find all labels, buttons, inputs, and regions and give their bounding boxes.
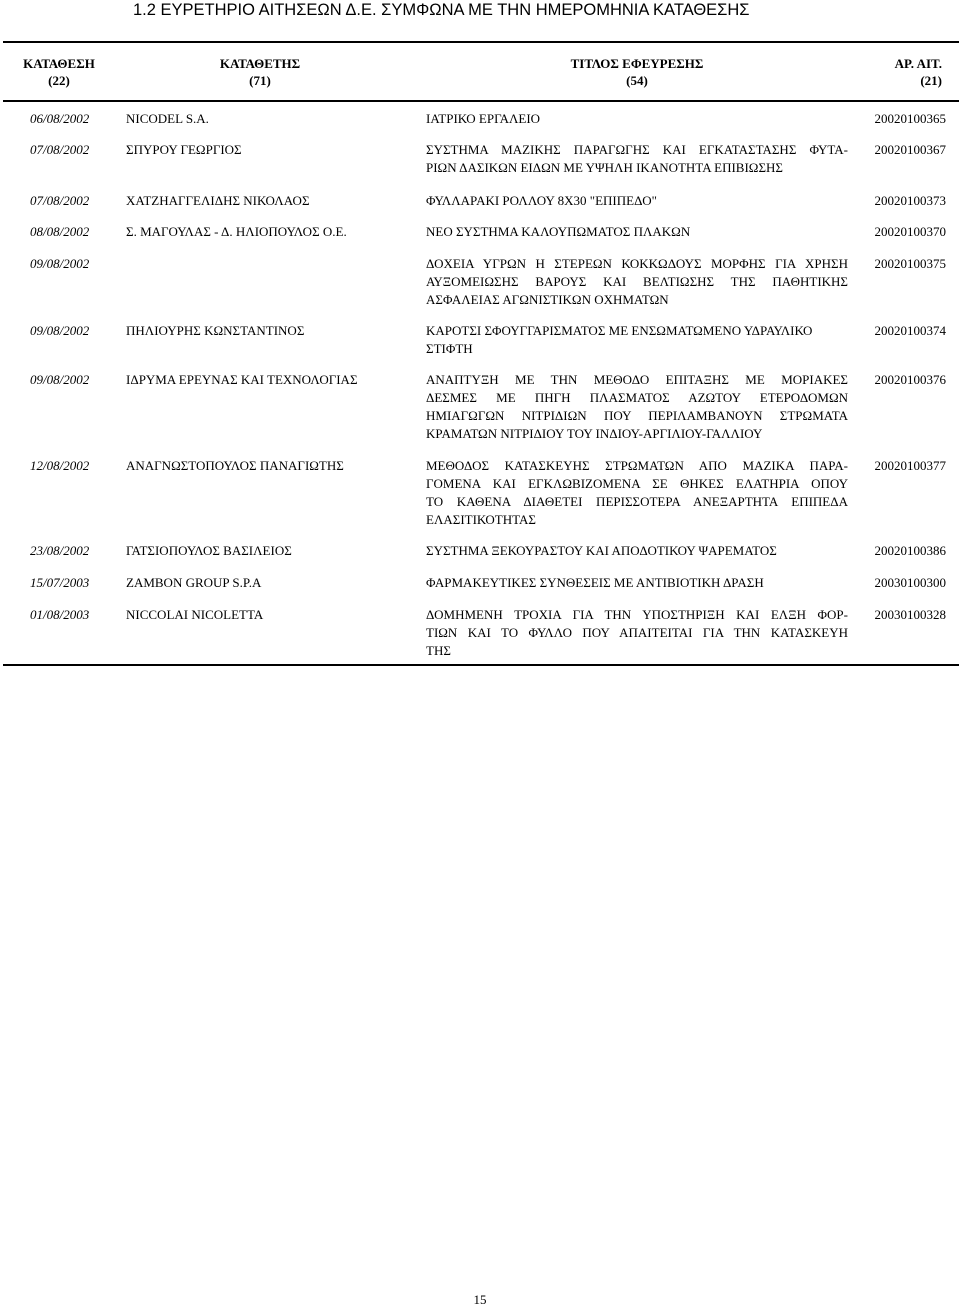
filing-date: 09/08/2002 bbox=[30, 372, 90, 387]
table-bottom-rule bbox=[3, 664, 959, 666]
invention-title bbox=[426, 606, 848, 660]
application-number: 20020100367 bbox=[874, 142, 946, 157]
title-line: ΔΟΜΗΜΕΝΗ ΤΡΟΧΙΑ ΓΙΑ ΤΗΝ ΥΠΟΣΤΗΡΙΞΗ ΚΑΙ ΕΛΞΗ ΦΟΡ- bbox=[426, 607, 848, 622]
filing-date: 12/08/2002 bbox=[30, 458, 90, 473]
column-header-code: (22) bbox=[48, 73, 70, 88]
application-number: 20030100300 bbox=[874, 575, 946, 590]
applicant: ΧΑΤΖΗΑΓΓΕΛΙΔΗΣ ΝΙΚΟΛΑΟΣ bbox=[126, 193, 310, 208]
title-line: ΣΤΙΦΤΗ bbox=[426, 341, 473, 356]
column-header-applicant bbox=[210, 55, 310, 89]
title-line: ΗΜΙΑΓΩΓΩΝ ΝΙΤΡΙΔΙΩΝ ΠΟΥ ΠΕΡΙΛΑΜΒΑΝΟΥΝ ΣΤΡΩΜΑΤΑ bbox=[426, 408, 848, 423]
title-line: ΚΡΑΜΑΤΩΝ ΝΙΤΡΙΔΙΟΥ ΤΟΥ ΙΝΔΙΟΥ-ΑΡΓΙΛΙΟΥ-ΓΑΛΛΙΟΥ bbox=[426, 426, 763, 441]
invention-title bbox=[426, 371, 848, 443]
column-header-label: ΚΑΤΑΘΕΣΗ bbox=[23, 56, 95, 71]
application-number: 20020100365 bbox=[874, 111, 946, 126]
header-bottom-rule bbox=[3, 100, 959, 102]
title-line: ΦΥΛΛΑΡΑΚΙ ΡΟΛΛΟΥ 8Χ30 "ΕΠΙΠΕΔΟ" bbox=[426, 193, 657, 208]
filing-date: 15/07/2003 bbox=[30, 575, 90, 590]
applicant: ΑΝΑΓΝΩΣΤΟΠΟΥΛΟΣ ΠΑΝΑΓΙΩΤΗΣ bbox=[126, 458, 344, 473]
applicant: NICCOLAI NICOLETTA bbox=[126, 607, 264, 622]
applicant: Σ. ΜΑΓΟΥΛΑΣ - Δ. ΗΛΙΟΠΟΥΛΟΣ Ο.Ε. bbox=[126, 224, 347, 239]
page-number: 15 bbox=[473, 1292, 487, 1307]
title-line: ΤΙΩΝ ΚΑΙ ΤΟ ΦΥΛΛΟ ΠΟΥ ΑΠΑΙΤΕΙΤΑΙ ΓΙΑ ΤΗΝ ΚΑΤΑΣΚΕΥΗ bbox=[426, 625, 848, 640]
column-header-application-number bbox=[862, 55, 942, 89]
title-line: ΑΝΑΠΤΥΞΗ ΜΕ ΤΗΝ ΜΕΘΟΔΟ ΕΠΙΤΑΞΗΣ ΜΕ ΜΟΡΙΑΚΕΣ bbox=[426, 372, 848, 387]
title-line: ΣΥΣΤΗΜΑ ΜΑΖΙΚΗΣ ΠΑΡΑΓΩΓΗΣ ΚΑΙ ΕΓΚΑΤΑΣΤΑΣΗΣ ΦΥΤΑ- bbox=[426, 142, 848, 157]
filing-date: 07/08/2002 bbox=[30, 142, 90, 157]
table-top-rule bbox=[3, 41, 959, 43]
applicant: ZAMBON GROUP S.P.A bbox=[126, 575, 262, 590]
application-number: 20020100374 bbox=[874, 323, 946, 338]
filing-date: 07/08/2002 bbox=[30, 193, 90, 208]
filing-date: 06/08/2002 bbox=[30, 111, 90, 126]
filing-date: 23/08/2002 bbox=[30, 543, 90, 558]
title-line: ΤΗΣ bbox=[426, 643, 451, 658]
page-title: 1.2 ΕΥΡΕΤΗΡΙΟ ΑΙΤΗΣΕΩΝ Δ.Ε. ΣΥΜΦΩΝΑ ΜΕ ΤΗΝ ΗΜΕΡΟΜΗΝΙΑ ΚΑΤΑΘΕΣΗΣ bbox=[133, 1, 750, 19]
title-line: ΡΙΩΝ ΔΑΣΙΚΩΝ ΕΙΔΩΝ ΜΕ ΥΨΗΛΗ ΙΚΑΝΟΤΗΤΑ ΕΠΙΒΙΩΣΗΣ bbox=[426, 160, 783, 175]
applicant: ΣΠΥΡΟΥ ΓΕΩΡΓΙΟΣ bbox=[126, 142, 242, 157]
column-header-label: ΚΑΤΑΘΕΤΗΣ bbox=[219, 56, 301, 71]
column-header-code: (54) bbox=[626, 73, 648, 88]
application-number: 20020100373 bbox=[874, 193, 946, 208]
applicant: ΓΑΤΣΙΟΠΟΥΛΟΣ ΒΑΣΙΛΕΙΟΣ bbox=[126, 543, 292, 558]
application-number: 20030100328 bbox=[874, 607, 946, 622]
title-line: ΑΣΦΑΛΕΙΑΣ ΑΓΩΝΙΣΤΙΚΩΝ ΟΧΗΜΑΤΩΝ bbox=[426, 292, 669, 307]
title-line: ΤΟ ΚΑΘΕΝΑ ΔΙΑΘΕΤΕΙ ΠΕΡΙΣΣΟΤΕΡΑ ΑΝΕΞΑΡΤΗΤΑ ΕΠΙΠΕΔΑ bbox=[426, 494, 848, 509]
filing-date: 09/08/2002 bbox=[30, 323, 90, 338]
application-number: 20020100377 bbox=[874, 458, 946, 473]
title-line: ΚΑΡΟΤΣΙ ΣΦΟΥΓΓΑΡΙΣΜΑΤΟΣ ΜΕ ΕΝΣΩΜΑΤΩΜΕΝΟ ΥΔΡΑΥΛΙΚΟ bbox=[426, 323, 813, 338]
filing-date: 08/08/2002 bbox=[30, 224, 90, 239]
title-line: ΓΟΜΕΝΑ ΚΑΙ ΕΓΚΛΩΒΙΖΟΜΕΝΑ ΣΕ ΘΗΚΕΣ ΕΛΑΤΗΡΙΑ ΟΠΟΥ bbox=[426, 476, 848, 491]
column-header-label: ΤΙΤΛΟΣ ΕΦΕΥΡΕΣΗΣ bbox=[570, 56, 704, 71]
invention-title bbox=[426, 322, 848, 358]
filing-date: 01/08/2003 bbox=[30, 607, 90, 622]
column-header-code: (21) bbox=[920, 73, 942, 88]
application-number: 20020100375 bbox=[874, 256, 946, 271]
applicant: ΙΔΡΥΜΑ ΕΡΕΥΝΑΣ ΚΑΙ ΤΕΧΝΟΛΟΓΙΑΣ bbox=[126, 372, 358, 387]
title-line: ΔΕΣΜΕΣ ΜΕ ΠΗΓΗ ΠΛΑΣΜΑΤΟΣ ΑΖΩΤΟΥ ΕΤΕΡΟΔΟΜΩΝ bbox=[426, 390, 848, 405]
column-header-invention-title bbox=[537, 55, 737, 89]
invention-title bbox=[426, 141, 848, 177]
title-line: ΣΥΣΤΗΜΑ ΞΕΚΟΥΡΑΣΤΟΥ ΚΑΙ ΑΠΟΔΟΤΙΚΟΥ ΨΑΡΕΜΑΤΟΣ bbox=[426, 543, 777, 558]
title-line: ΦΑΡΜΑΚΕΥΤΙΚΕΣ ΣΥΝΘΕΣΕΙΣ ΜΕ ΑΝΤΙΒΙΟΤΙΚΗ ΔΡΑΣΗ bbox=[426, 575, 764, 590]
invention-title bbox=[426, 110, 848, 128]
title-line: ΝΕΟ ΣΥΣΤΗΜΑ ΚΑΛΟΥΠΩΜΑΤΟΣ ΠΛΑΚΩΝ bbox=[426, 224, 691, 239]
column-header-code: (71) bbox=[249, 73, 271, 88]
invention-title bbox=[426, 457, 848, 529]
invention-title bbox=[426, 574, 848, 592]
applicant: NICODEL S.A. bbox=[126, 111, 209, 126]
application-number: 20020100376 bbox=[874, 372, 946, 387]
invention-title bbox=[426, 192, 848, 210]
invention-title bbox=[426, 542, 848, 560]
column-header-filing-date bbox=[14, 55, 104, 89]
invention-title bbox=[426, 255, 848, 309]
invention-title bbox=[426, 223, 848, 241]
applicant: ΠΗΛΙΟΥΡΗΣ ΚΩΝΣΤΑΝΤΙΝΟΣ bbox=[126, 323, 305, 338]
title-line: ΙΑΤΡΙΚΟ ΕΡΓΑΛΕΙΟ bbox=[426, 111, 541, 126]
filing-date: 09/08/2002 bbox=[30, 256, 90, 271]
title-line: ΔΟΧΕΙΑ ΥΓΡΩΝ Η ΣΤΕΡΕΩΝ ΚΟΚΚΩΔΟΥΣ ΜΟΡΦΗΣ ΓΙΑ ΧΡΗΣΗ bbox=[426, 256, 848, 271]
column-header-label: ΑΡ. ΑΙΤ. bbox=[894, 56, 942, 71]
application-number: 20020100386 bbox=[874, 543, 946, 558]
title-line: ΑΥΞΟΜΕΙΩΣΗΣ ΒΑΡΟΥΣ ΚΑΙ ΒΕΛΤΙΩΣΗΣ ΤΗΣ ΠΑΘΗΤΙΚΗΣ bbox=[426, 274, 848, 289]
title-line: ΕΛΑΣΙΤΙΚΟΤΗΤΑΣ bbox=[426, 512, 536, 527]
title-line: ΜΕΘΟΔΟΣ ΚΑΤΑΣΚΕΥΗΣ ΣΤΡΩΜΑΤΩΝ ΑΠΟ ΜΑΖΙΚΑ ΠΑΡΑ- bbox=[426, 458, 848, 473]
application-number: 20020100370 bbox=[874, 224, 946, 239]
